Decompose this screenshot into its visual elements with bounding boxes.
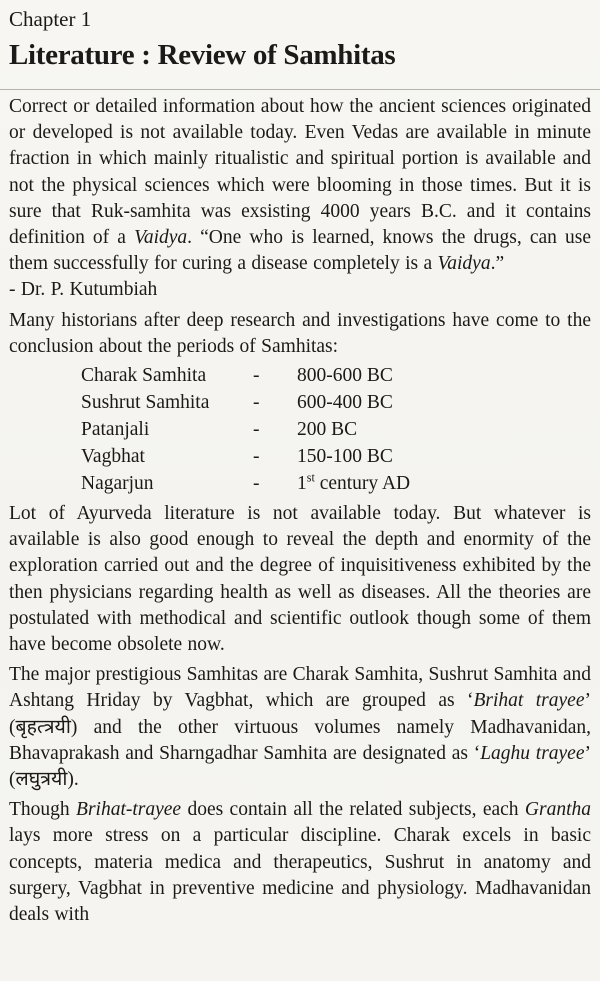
- text-run: Many historians after deep research and investigations have come to the conclusion about the periods of Samhitas:: [9, 309, 591, 357]
- italic-term: Brihat-trayee: [76, 799, 182, 821]
- text-run: 200 BC: [297, 419, 358, 441]
- paragraph-trayee: [9, 662, 591, 793]
- text-run: century AD: [314, 473, 411, 495]
- separator-dash: -: [253, 419, 260, 441]
- text-run: 800-600 BC: [297, 365, 393, 387]
- title-divider: [0, 89, 600, 90]
- samhita-period: [297, 443, 591, 470]
- paragraph-disciplines: [9, 797, 591, 928]
- timeline-row: [81, 416, 591, 443]
- quote-attribution: - Dr. P. Kutumbiah: [9, 279, 158, 301]
- page-title: Literature : Review of Samhitas: [9, 39, 396, 71]
- italic-term: Laghu trayee: [480, 742, 585, 764]
- samhita-period: [297, 389, 591, 416]
- samhita-name: Nagarjun: [81, 473, 154, 495]
- text-run: 600-400 BC: [297, 392, 393, 414]
- separator-dash: -: [253, 392, 260, 414]
- italic-term: Vaidya: [437, 253, 491, 275]
- text-run: Correct or detailed information about how the ancient sciences originated or developed is not available today. Even Vedas are available in minute fraction in which mainly ritualistic and spiritual portion is available and not the physical sciences which were blooming in those times. But it is sure that Ruk-samhita was exsisting 4000 years B.C. and it contains definition of a: [9, 96, 591, 249]
- samhita-name: Vagbhat: [81, 446, 145, 468]
- chapter-label: Chapter 1: [9, 7, 92, 31]
- timeline-row: [81, 470, 591, 497]
- text-run: 1: [297, 473, 307, 495]
- paragraph-intro: [9, 94, 591, 277]
- paragraph-literature: [9, 501, 591, 658]
- ordinal-superscript: st: [306, 470, 315, 485]
- text-run: lays more stress on a particular discipline. Charak excels in basic concepts, materia medica and therapeutics, Sushrut in anatomy and surgery, Vagbhat in preventive medicine and physiology. Madhavanidan deals with: [9, 825, 591, 926]
- samhita-period: [297, 362, 591, 389]
- text-run: ) and the other virtuous volumes namely Madhavanidan, Bhavaprakash and Sharngadhar Samhita are designated as ‘: [9, 716, 591, 764]
- samhita-name: Charak Samhita: [81, 365, 207, 387]
- text-run: ).: [67, 769, 79, 791]
- timeline-row: [81, 443, 591, 470]
- separator-dash: -: [253, 473, 260, 495]
- timeline-row: [81, 389, 591, 416]
- text-run: The major prestigious Samhitas are Charak Samhita, Sushrut Samhita and Ashtang Hriday by Vagbhat, which are grouped as ‘: [9, 664, 591, 712]
- text-run: does contain all the related subjects, each: [181, 799, 525, 821]
- samhita-name: Patanjali: [81, 419, 150, 441]
- samhita-period: [297, 470, 591, 497]
- text-run: ’ (: [9, 742, 591, 791]
- text-run: 150-100 BC: [297, 446, 393, 468]
- timeline-row: [81, 362, 591, 389]
- text-run: . “One who is learned, knows the drugs, can use them successfully for curing a disease completely is a: [9, 227, 591, 275]
- italic-term: Vaidya: [134, 227, 188, 249]
- samhita-period-list: [9, 362, 591, 497]
- italic-term: Grantha: [524, 799, 591, 821]
- text-run: .”: [490, 253, 505, 275]
- paragraph-historians: [9, 308, 591, 360]
- samhita-name: Sushrut Samhita: [81, 392, 210, 414]
- text-run: Though: [9, 799, 77, 821]
- devanagari-term: लघुत्रयी: [15, 769, 68, 791]
- text-run: ’ (: [9, 690, 591, 738]
- text-run: Lot of Ayurveda literature is not available today. But whatever is available is also good enough to reveal the depth and enormity of the exploration carried out and the degree of inquisitiveness exhibited by the then physicians regarding health as well as diseases. All the theories are postulated with methodical and scientific outlook though some of them have become obsolete now.: [9, 503, 591, 656]
- samhita-period: [297, 416, 591, 443]
- devanagari-term: बृहत्त्रयी: [15, 716, 71, 738]
- separator-dash: -: [253, 365, 260, 387]
- italic-term: Brihat trayee: [473, 690, 585, 712]
- separator-dash: -: [253, 446, 260, 468]
